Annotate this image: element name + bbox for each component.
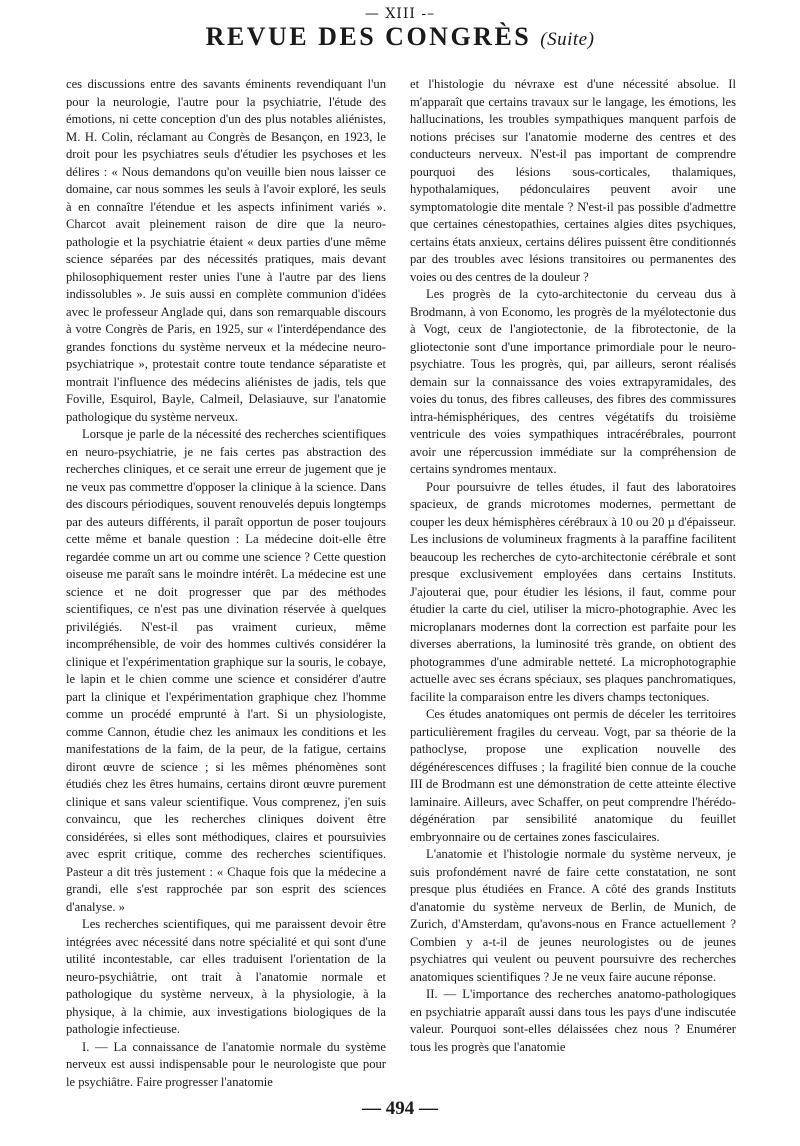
- right-column: [410, 76, 736, 1056]
- roman-page-number: — XIII -–: [364, 6, 436, 22]
- paragraph: L'anatomie et l'histologie normale du système nerveux, je suis profondément navré de faire cette constatation, ne sont presque plus étudiées en France. A côté des grands Instituts d'anatomie du système nerveux de Berlin, de Munich, de Zurich, d'Amsterdam, qu'avons-nous en France actuellement ? Combien y a-t-il de jeunes neurologistes ou de jeunes psychiatres qui veulent ou peuvent poursuivre des recherches anatomiques scientifiques ? Je ne veux faire aucune réponse.: [410, 847, 736, 984]
- paragraph: et l'histologie du névraxe est d'une nécessité absolue. Il m'apparaît que certains travaux sur le langage, les émotions, les hallucinations, les troubles sympathiques manquent parfois de notions précises sur l'anatomie moderne des centres et des conducteurs nerveux. N'est-il pas important de comprendre pourquoi des lésions sous-corticales, thalamiques, hypothalamiques, pédonculaires peuvent avoir une symptomatologie dite mentale ? N'est-il pas possible d'admettre que certaines cénestopathies, certaines algies dites psychiques, certains états anxieux, certains délires puissent être conditionnés par des troubles avec lésions transitoires ou permanentes des voies ou des centres de la douleur ?: [410, 77, 736, 284]
- paragraph: Les progrès de la cyto-architectonie du cerveau dus à Brodmann, à von Economo, les progrès de la myélotectonie dus à Vogt, ceux de l'angiotectonie, de la fibrotectonie, de la gliotectonie sont d'une importance primordiale pour le neuro-psychiatre. Tous les progrès, qui, par ailleurs, seront réalisés demain sur la connaissance des voies extrapyramidales, des voies du tonus, des fibres calleuses, des fibres des commissures intra-hémisphériques, des centres végétatifs du troisième ventricule des voies sympathiques intracérébrales, pourront avoir une répercussion immédiate sur la compréhension de certains syndromes mentaux.: [410, 287, 736, 476]
- title-text: REVUE DES CONGRÈS: [205, 22, 532, 51]
- page-number: — 494 —: [362, 1098, 438, 1119]
- paragraph: Les recherches scientifiques, qui me paraissent devoir être intégrées avec nécessité dans notre spécialité et qui sont d'une utilité incontestable, car elles traduisent l'orientation de la neuro-psychiâtrie, ont trait à l'anatomie normale et pathologique du système nerveux, à la physiologie, à la physique, à la chimie, aux investigations biologiques de la pathologie infectieuse.: [66, 917, 386, 1036]
- left-column: [66, 76, 386, 1091]
- paragraph: II. — L'importance des recherches anatomo-pathologiques en psychiatrie apparaît aussi dans tous les pays d'une indiscutée valeur. Pourquoi sont-elles délaissées chez nous ? Enumérer tous les progrès que l'anatomie: [410, 987, 736, 1054]
- title-suite: (Suite): [540, 29, 595, 50]
- page-title: [0, 22, 800, 52]
- paragraph: Lorsque je parle de la nécessité des recherches scientifiques en neuro-psychiatrie, je ne fais certes pas abstraction des recherches cliniques, et ce serait une erreur de jugement que je ne veux pas commettre d'opposer la clinique à la science. Dans des discours périodiques, souvent renouvelés depuis longtemps par des auteurs différents, il paraît opportun de poser toujours cette même et banale question : La médecine doit-elle être regardée comme un art ou comme une science ? Cette question oiseuse me paraît sans le moindre intérêt. La médecine est une science et ne doit progresser que par des méthodes scientifiques, ce n'est pas une divination réservée à quelques privilégiés. N'est-il pas vraiment curieux, même incompréhensible, de voir des hommes cultivés considérer la clinique et l'expérimentation graphique sur la souris, le cobaye, le lapin et le chien comme une science et considérer d'autre part la clinique et l'expérimentation graphique chez l'homme comme un procédé emprunté à l'art. Si un physiologiste, comme Cannon, étudie chez les animaux les conditions et les manifestations de la faim, de la peur, de la fatigue, certains diront œuvre de science ; si les mêmes phénomènes sont étudiés chez les êtres humains, certains diront œuvre purement clinique et sans valeur scientifique. Vous comprenez, j'en suis convaincu, que les recherches cliniques doivent être considérées, si elles sont méthodiques, claires et poursuivies avec esprit critique, comme des recherches scientifiques. Pasteur a dit très justement : « Chaque fois que la médecine a grandi, elle s'est rapprochée par son esprit des sciences d'analyse. »: [66, 427, 386, 914]
- paragraph: Pour poursuivre de telles études, il faut des laboratoires spacieux, de grands microtomes modernes, permettant de couper les deux hémisphères cérébraux à 10 ou 20 µ d'épaisseur. Les inclusions de volumineux fragments à la paraffine facilitent beaucoup les recherches de cyto-architectonie cérébrale et sont presque exclusivement employées dans certains Instituts. J'ajouterai que, pour étudier les lésions, il faut, comme pour étudier la carte du ciel, utiliser la micro-photographie. Avec les microplanars modernes dont la correction est parfaite pour les diverses aberrations, la luminosité très grande, on obtient des photogrammes d'une admirable netteté. La microphotographie actuelle avec ses écrans spéciaux, ses plaques panchromatiques, facilite la comparaison entre les divers champs tectoniques.: [410, 479, 736, 704]
- paragraph: ces discussions entre des savants éminents revendiquant l'un pour la neurologie, l'autre pour la psychiatrie, l'étude des émotions, ni cette conception d'un des plus notables aliénistes, M. H. Colin, réclamant au Congrès de Besançon, en 1923, le droit pour les psychiatres seuls d'étudier les psychoses et les délires : « Nous demandons qu'on veuille bien nous laisser ce domaine, car nous sommes les seuls à l'avoir exploré, les seuls à en connaître l'étendue et les aspects infiniment variés ». Charcot avait pleinement raison de dire que la neuro-pathologie et la psychiatrie étaient « deux parties d'une même science séparées par des nécessités pratiques, mais devant philosophiquement rester unies l'une à l'autre par des liens indissolubles ». Je suis aussi en complète communion d'idées avec le professeur Anglade qui, dans son remarquable discours à votre Congrès de Paris, en 1925, sur « l'interdépendance des grandes fonctions du système nerveux et la médecine neuro-psychiatrique », protestait contre toute tendance séparatiste et montrait l'influence des médecins aliénistes de jadis, tels que Foville, Esquirol, Bayle, Calmeil, Delasiauve, sur l'anatomie pathologique du système nerveux.: [66, 77, 386, 424]
- paragraph: Ces études anatomiques ont permis de déceler les territoires particulièrement fragiles du cerveau. Vogt, par sa théorie de la pathoclyse, propose une explication nouvelle des dégénérescences diffuses ; la fragilité bien connue de la couche III de Brodmann est une démonstration de cette atteinte élective laminaire. Ailleurs, avec Schaffer, on peut comprendre l'hérédo-dégénération par sensibilité anatomique du feuillet embryonnaire ou de certaines zones fasciculaires.: [410, 707, 736, 844]
- paragraph: I. — La connaissance de l'anatomie normale du système nerveux est aussi indispensable pour le neurologiste que pour le psychiâtre. Faire progresser l'anatomie: [66, 1039, 386, 1089]
